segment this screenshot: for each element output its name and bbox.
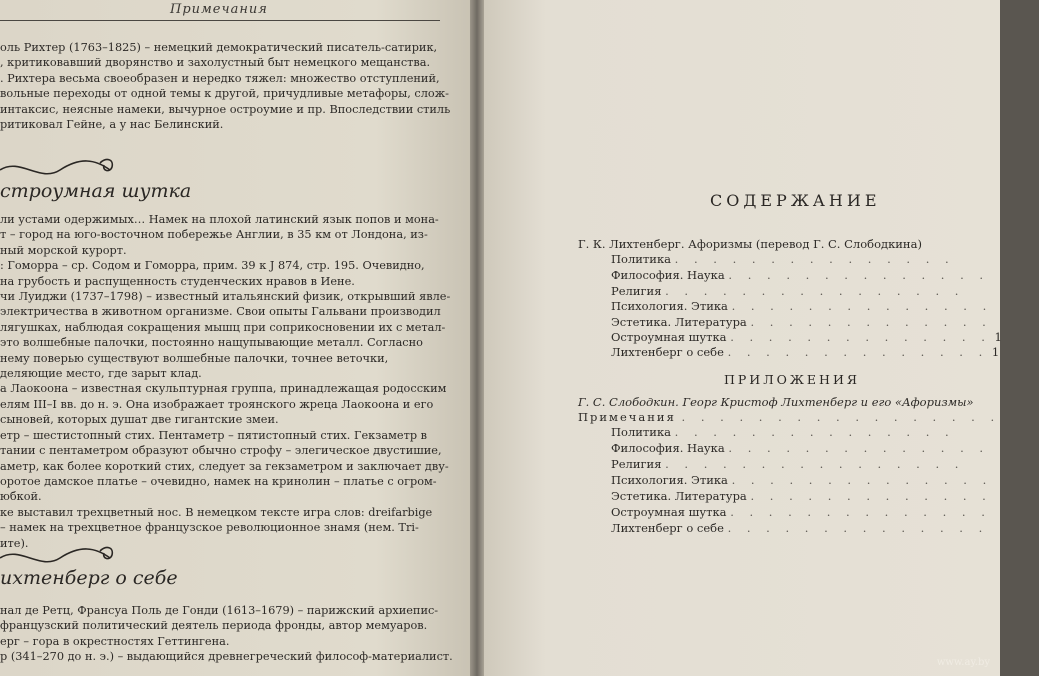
toc-item: Лихтенберг о себе . . . . . . . . . . . . . . 1 bbox=[611, 345, 1000, 359]
toc-item: Политика . . . . . . . . . . . . . . . bbox=[611, 252, 955, 266]
watermark: www.ay.by bbox=[936, 657, 990, 668]
toc-item: Психология. Этика . . . . . . . . . . . . . . bbox=[611, 299, 993, 313]
toc-item: Остроумная шутка . . . . . . . . . . . . . . bbox=[611, 505, 991, 519]
note-richter: оль Рихтер (1763–1825) – немецкий демократический писатель-сатирик, , критиковавший дворянство и захолустный быт немецкого мещанства. . Рихтера весьма своеобразен и нередко тяжел: множество отступлений, вольные переходы от одной темы к другой, причудливые метафоры, слож- интаксис, неясные намеки, вычурное остроумие и пр. Впоследствии стиль ритиковал Гейне, а у нас Белинский. bbox=[0, 41, 451, 132]
book-spine bbox=[470, 0, 484, 676]
toc-item: Лихтенберг о себе . . . . . . . . . . . . . . bbox=[611, 521, 989, 535]
toc-item: Религия . . . . . . . . . . . . . . . . bbox=[611, 284, 965, 298]
toc-item: Эстетика. Литература . . . . . . . . . . . . . bbox=[611, 489, 992, 503]
toc-item: Эстетика. Литература . . . . . . . . . . . . . bbox=[611, 315, 992, 329]
toc-main-entry: Г. К. Лихтенберг. Афоризмы (перевод Г. С. Слободкина) bbox=[578, 237, 922, 251]
toc-item: Остроумная шутка . . . . . . . . . . . . . . 1 bbox=[611, 330, 1002, 344]
notes-about-self: нал де Ретц, Франсуа Поль де Гонди (1613–1679) – парижский архиепис- французский политический деятель периода фронды, автор мемуаров. ерг – гора в окрестностях Геттингена. р (341–270 до н. э.) – выдающийся древнегреческий философ-материалист. bbox=[0, 604, 453, 664]
toc-notes-entry: Примечания . . . . . . . . . . . . . . . . . . . bbox=[578, 410, 1039, 424]
notes-joke: ли устами одержимых… Намек на плохой латинский язык попов и мона- т – город на юго-восточном побережье Англии, в 35 км от Лондона, из- ный морской курорт. : Гоморра – ср. Содом и Гоморра, прим. 39 к J 874, стр. 195. Очевидно, на грубость и распущенность студенческих нравов в Иене. чи Луиджи (1737–1798) – известный итальянский физик, открывший явле- электричества в животном организме. Свои опыты Гальвани производил лягушках, наблюдая сокращения мышц при соприкосновении их с метал- это волшебные палочки, постоянно нащупывающие металл. Согласно нему поверью существуют волшебные палочки, точнее веточки, деляющие место, где зарыт клад. а Лаокоона – известная скульптурная группа, принадлежащая родосским елям III–I вв. до н. э. Она изображает троянского жреца Лаокоона и его сыновей, которых душат две гигантские змеи. етр – шестистопный стих. Пентаметр – пятистопный стих. Гекзаметр в тании с пентаметром образуют обычно строфу – элегическое двустишие, аметр, как более короткий стих, следует за гекзаметром и заключает дву- оротое дамское платье – очевидно, намек на кринолин – платье с огром- юбкой. ке выставил трехцветный нос. В немецком тексте игра слов: dreifarbige – намек на трехцветное французское революционное знамя (нем. Tri- ите). bbox=[0, 213, 451, 550]
toc-item: Политика . . . . . . . . . . . . . . . bbox=[611, 425, 955, 439]
left-page bbox=[0, 0, 470, 676]
right-page bbox=[484, 0, 1039, 676]
header-rule bbox=[0, 20, 440, 21]
toc-item: Религия . . . . . . . . . . . . . . . . bbox=[611, 457, 965, 471]
toc-item: Психология. Этика . . . . . . . . . . . . . . bbox=[611, 473, 993, 487]
toc-title: СОДЕРЖАНИЕ bbox=[710, 191, 881, 210]
section-title-about-self: ихтенберг о себе bbox=[0, 567, 178, 589]
section-title-joke: строумная шутка bbox=[0, 180, 192, 202]
toc-item: Философия. Наука . . . . . . . . . . . . . . bbox=[611, 268, 990, 282]
appendix-title: ПРИЛОЖЕНИЯ bbox=[724, 372, 860, 387]
toc-item: Философия. Наука . . . . . . . . . . . . . . bbox=[611, 441, 990, 455]
running-header: Примечания bbox=[170, 2, 268, 17]
toc-appendix-entry: Г. С. Слободкин. Георг Кристоф Лихтенберг и его «Афоризмы» bbox=[578, 395, 974, 409]
